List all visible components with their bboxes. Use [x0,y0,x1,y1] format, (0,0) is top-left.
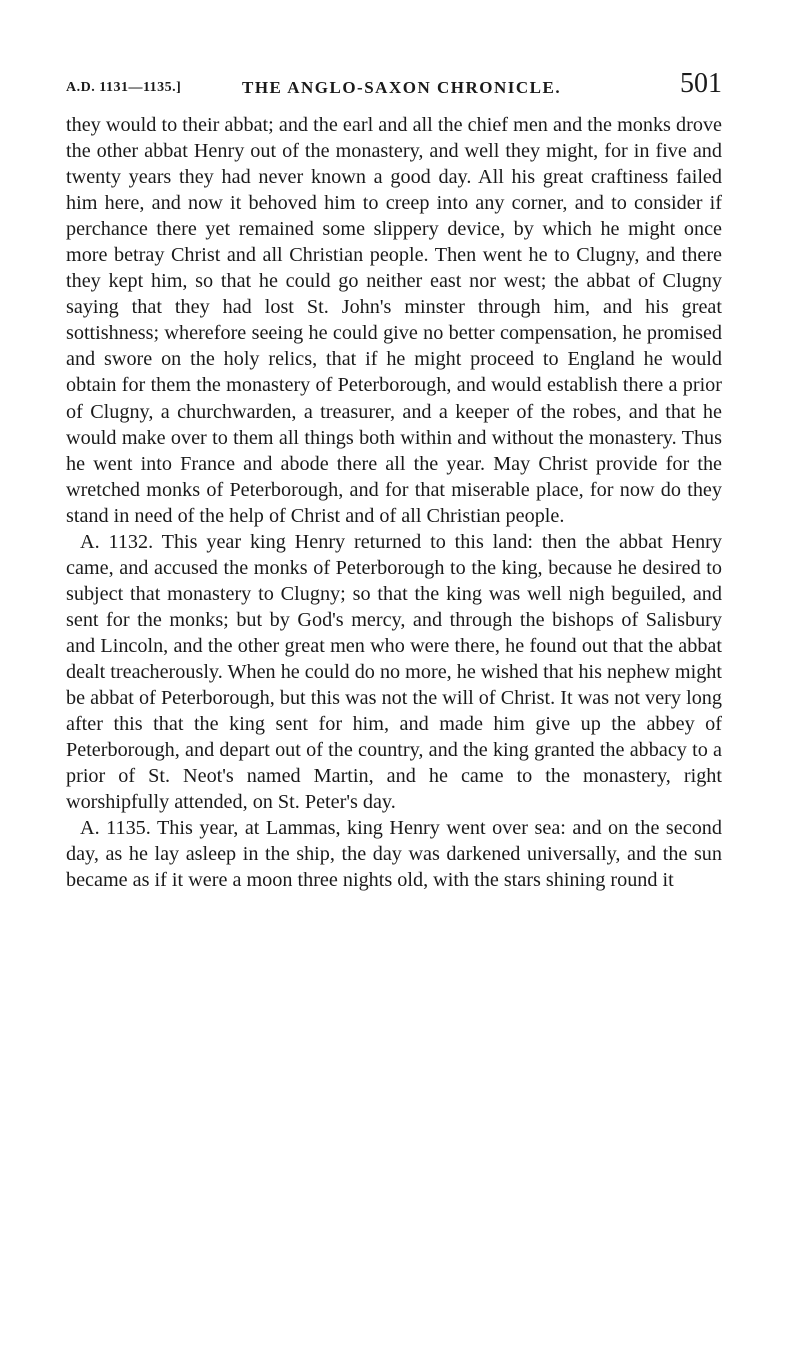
date-range: A.D. 1131—1135.] [66,80,182,95]
book-title: THE ANGLO-SAXON CHRONICLE. [242,78,562,97]
running-head [66,66,722,106]
book-page [66,66,722,893]
entry-1135: A. 1135. This year, at Lammas, king Henry went over sea: and on the second day, as he lay asleep in the ship, the day was darkened universally, and the sun became as if it were a moon three nights old, with the stars shining round it [66,817,722,892]
paragraph-continued: they would to their abbat; and the earl and all the chief men and the monks drove the other abbat Henry out of the monastery, and well they might, for in five and twenty years they had never known a good day. All his great craftiness failed him here, and now it behoved him to creep into any corner, and to consider if perchance there yet remained some slippery device, by which he might once more betray Christ and all Christian people. Then went he to Clugny, and there they kept him, so that he could go neither east nor west; the abbat of Clugny saying that they had lost St. John's minster through him, and his great sottishness; wherefore seeing he could give no better compensation, he promised and swore on the holy relics, that if he might proceed to England he would obtain for them the monastery of Peterborough, and would establish there a prior of Clugny, a churchwarden, a treasurer, and a keeper of the robes, and that he would make over to them all things both within and without the monastery. Thus he went into France and abode there all the year. May Christ provide for the wretched monks of Peterborough, and for that miserable place, for now do they stand in need of the help of Christ and of all Christian people. [66,114,722,527]
chronicle-text [66,112,722,893]
entry-1132: A. 1132. This year king Henry returned to this land: then the abbat Henry came, and accused the monks of Peterborough to the king, because he desired to subject that monastery to Clugny; so that the king was well nigh beguiled, and sent for the monks; but by God's mercy, and through the bishops of Salisbury and Lincoln, and the other great men who were there, he found out that the abbat dealt treacherously. When he could do no more, he wished that his nephew might be abbat of Peterborough, but this was not the will of Christ. It was not very long after this that the king sent for him, and made him give up the abbey of Peterborough, and depart out of the country, and the king granted the abbacy to a prior of St. Neot's named Martin, and he came to the monastery, right worshipfully attended, on St. Peter's day. [66,530,722,814]
page-number: 501 [680,68,722,99]
